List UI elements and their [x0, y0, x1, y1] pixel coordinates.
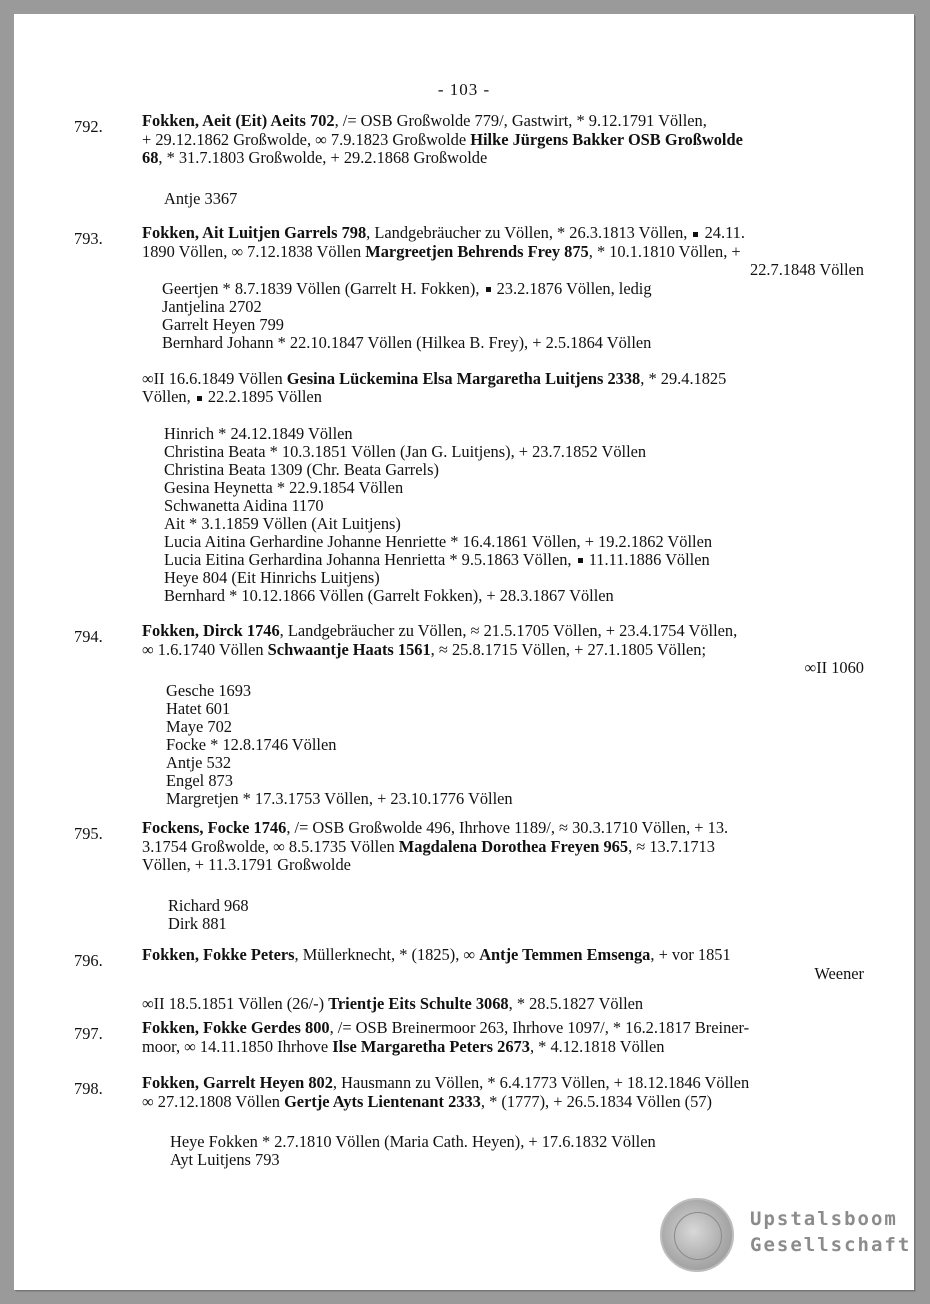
entry-text	[142, 622, 864, 678]
child-item: Christina Beata * 10.3.1851 Völlen (Jan G. Luitjens), + 23.7.1852 Völlen	[164, 441, 647, 461]
child-item: Heye Fokken * 2.7.1810 Völlen (Maria Cath. Heyen), + 17.6.1832 Völlen	[170, 1132, 656, 1151]
child-item: Dirk 881	[168, 913, 227, 933]
entry-line: , * 4.12.1818 Völlen	[529, 1036, 665, 1056]
person-name: Fokken, Dirck 1746	[142, 621, 280, 640]
upstalsboom-logo	[656, 1192, 912, 1278]
child-item: Margretjen * 17.3.1753 Völlen, + 23.10.1776 Völlen	[166, 788, 513, 808]
entry-number: 797.	[74, 1024, 103, 1043]
entry-line: , /= OSB Großwolde 496, Ihrhove 1189/, ≈ 30.3.1710 Völlen, + 13.	[286, 818, 729, 837]
second-marriage	[142, 995, 864, 1014]
children-list	[170, 1133, 864, 1169]
child-text: 23.2.1876 Völlen, ledig	[492, 278, 652, 298]
child-item: Ayt Luitjens 793	[170, 1150, 280, 1169]
entry-line: , /= OSB Großwolde 779/, Gastwirt, * 9.12.1791 Völlen,	[334, 111, 707, 130]
child-item: Gesche 1693	[166, 680, 252, 700]
entry-line: 24.11.	[700, 223, 745, 242]
spouse-name: Trientje Eits Schulte 3068	[328, 994, 509, 1013]
person-name: Fokken, Fokke Peters	[142, 945, 295, 964]
entry-line: Weener	[814, 963, 864, 983]
entry-number: 794.	[74, 627, 103, 646]
entry-line: , Hausmann zu Völlen, * 6.4.1773 Völlen, + 18.12.1846 Völlen	[332, 1073, 750, 1092]
children-list	[164, 190, 864, 208]
entry-line: ∞II 16.6.1849 Völlen	[142, 368, 287, 388]
children-list	[166, 682, 864, 808]
entry-line: 3.1754 Großwolde, ∞ 8.5.1735 Völlen	[142, 836, 399, 856]
child-item: Jantjelina 2702	[162, 296, 262, 316]
entry-line: , ≈ 25.8.1715 Völlen, + 27.1.1805 Völlen;	[430, 639, 706, 659]
child-item: Engel 873	[166, 770, 233, 790]
entry-line: ∞II 1060	[804, 658, 864, 677]
burial-icon	[693, 232, 698, 237]
entry-number: 793.	[74, 229, 103, 248]
child-item: Maye 702	[166, 716, 233, 736]
child-item: Hinrich * 24.12.1849 Völlen	[164, 423, 353, 443]
spouse-name: Margreetjen Behrends Frey 875	[365, 241, 589, 261]
child-text: 11.11.1886 Völlen	[584, 549, 710, 569]
entry-line: , * (1777), + 26.5.1834 Völlen (57)	[480, 1091, 712, 1111]
person-name: Fokken, Ait Luitjen Garrels 798	[142, 223, 367, 242]
entry-number: 795.	[74, 824, 103, 843]
entry-line: ∞ 1.6.1740 Völlen	[142, 639, 268, 659]
entry-number: 796.	[74, 951, 103, 970]
entry-number: 798.	[74, 1079, 103, 1098]
entry-line: 22.7.1848 Völlen	[750, 260, 864, 279]
child-item: Lucia Aitina Gerhardine Johanne Henriette * 16.4.1861 Völlen, + 19.2.1862 Völlen	[164, 531, 713, 551]
entry-line: , * 10.1.1810 Völlen, +	[588, 241, 741, 261]
entry-line: , * 29.4.1825	[640, 368, 727, 388]
entry-line: , Landgebräucher zu Völlen, ≈ 21.5.1705 Völlen, + 23.4.1754 Völlen,	[279, 621, 738, 640]
child-text: Lucia Eitina Gerhardina Johanna Henrietta * 9.5.1863 Völlen,	[164, 549, 576, 569]
entry-text	[142, 946, 864, 983]
child-item: Antje 532	[166, 752, 232, 772]
child-item: Christina Beata 1309 (Chr. Beata Garrels)	[164, 459, 439, 479]
person-name: Fokken, Garrelt Heyen 802	[142, 1073, 333, 1092]
seal-icon	[660, 1198, 734, 1272]
entry-text	[142, 819, 864, 875]
entry-line: 1890 Völlen, ∞ 7.12.1838 Völlen	[142, 241, 366, 261]
entry-line: + 29.12.1862 Großwolde, ∞ 7.9.1823 Großwolde	[142, 129, 471, 149]
child-item	[164, 551, 864, 569]
entry-text	[142, 112, 864, 168]
children-list	[164, 425, 864, 605]
logo-text-line2: Gesellschaft	[750, 1234, 912, 1256]
entry-text	[142, 1074, 864, 1111]
child-item: Ait * 3.1.1859 Völlen (Ait Luitjens)	[164, 513, 401, 533]
document-page	[14, 14, 914, 1290]
person-name: Fockens, Focke 1746	[142, 818, 287, 837]
spouse-name: Schwaantje Haats 1561	[267, 639, 431, 659]
entry-line: , + vor 1851	[650, 945, 731, 964]
child-text: Geertjen * 8.7.1839 Völlen (Garrelt H. Fokken),	[162, 278, 484, 298]
children-list	[168, 897, 864, 933]
child-item	[162, 280, 864, 298]
spouse-name: Magdalena Dorothea Freyen 965	[398, 836, 629, 856]
child-item: Schwanetta Aidina 1170	[164, 495, 324, 515]
entry-line: Völlen, + 11.3.1791 Großwolde	[142, 855, 351, 874]
entry-792	[74, 112, 864, 208]
entry-797	[74, 1019, 864, 1056]
entry-text	[142, 1019, 864, 1056]
spouse-name: Gesina Lückemina Elsa Margaretha Luitjens 2338	[286, 368, 641, 388]
burial-icon	[578, 558, 583, 563]
children-list	[162, 280, 864, 352]
person-name: Fokken, Aeit (Eit) Aeits 702	[142, 111, 335, 130]
entry-line: , ≈ 13.7.1713	[628, 836, 715, 856]
entry-line: 22.2.1895 Völlen	[203, 387, 322, 406]
entry-number: 792.	[74, 117, 103, 136]
child-item: Garrelt Heyen 799	[162, 314, 284, 334]
entry-line: , /= OSB Breinermoor 263, Ihrhove 1097/, * 16.2.1817 Breiner-	[329, 1018, 750, 1037]
child-item: Antje 3367	[164, 188, 238, 208]
child-item: Hatet 601	[166, 698, 231, 718]
spouse-ref: 68	[142, 148, 159, 167]
entry-798	[74, 1074, 864, 1169]
entry-line: ∞II 18.5.1851 Völlen (26/-)	[142, 994, 329, 1013]
entry-line: , * 28.5.1827 Völlen	[508, 994, 644, 1013]
burial-icon	[486, 287, 491, 292]
person-name: Fokken, Fokke Gerdes 800	[142, 1018, 330, 1037]
child-item: Focke * 12.8.1746 Völlen	[166, 734, 337, 754]
entry-text	[142, 224, 864, 280]
entry-796	[74, 946, 864, 1014]
child-item: Richard 968	[168, 895, 249, 915]
child-item: Gesina Heynetta * 22.9.1854 Völlen	[164, 477, 404, 497]
spouse-name: Gertje Ayts Lientenant 2333	[284, 1091, 481, 1111]
entry-line: , Müllerknecht, * (1825), ∞	[294, 945, 480, 964]
burial-icon	[197, 396, 202, 401]
child-item: Bernhard Johann * 22.10.1847 Völlen (Hilkea B. Frey), + 2.5.1864 Völlen	[162, 332, 652, 352]
entry-line: ∞ 27.12.1808 Völlen	[142, 1091, 285, 1111]
entry-line: Völlen,	[142, 387, 195, 406]
entry-line: , * 31.7.1803 Großwolde, + 29.2.1868 Großwolde	[158, 148, 488, 167]
entry-line: moor, ∞ 14.11.1850 Ihrhove	[142, 1036, 333, 1056]
entry-line: , Landgebräucher zu Völlen, * 26.3.1813 Völlen,	[366, 223, 692, 242]
entry-794	[74, 622, 864, 808]
spouse-name: Ilse Margaretha Peters 2673	[332, 1036, 530, 1056]
logo-text-line1: Upstalsboom	[750, 1208, 898, 1230]
spouse-name: Antje Temmen Emsenga	[479, 945, 651, 964]
spouse-name: Hilke Jürgens Bakker OSB Großwolde	[470, 129, 743, 149]
entry-795	[74, 819, 864, 933]
child-item: Bernhard * 10.12.1866 Völlen (Garrelt Fokken), + 28.3.1867 Völlen	[164, 585, 614, 605]
page-number: - 103 -	[437, 80, 491, 99]
child-item: Heye 804 (Eit Hinrichs Luitjens)	[164, 567, 380, 587]
second-marriage	[142, 370, 864, 407]
entry-793	[74, 224, 864, 605]
